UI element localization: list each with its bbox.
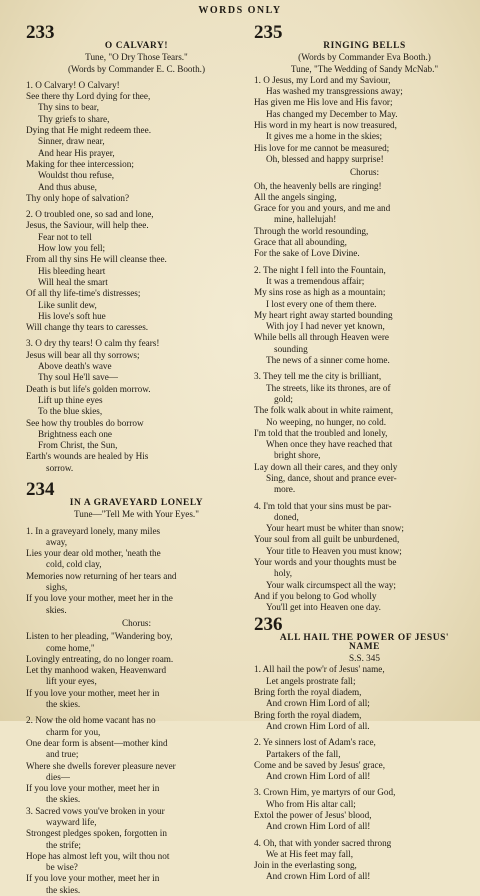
verse-line: From all thy sins He will cleanse thee. [26,254,167,265]
verse-line: 2. The night I fell into the Fountain, [254,264,386,275]
verse-line: While bells all through Heaven were [254,332,389,343]
verse-line: One dear form is absent—mother kind [26,737,168,748]
hymn-number: 233 [26,22,55,43]
verse-line: wayward life, [46,817,97,827]
verse-line: Fear not to tell [38,231,92,242]
verse-line: Join in the everlasting song, [254,860,357,871]
tune-line: Tune, "O Dry Those Tears." [85,52,188,63]
chorus-line: Lovingly entreating, do no longer roam. [26,653,174,664]
verse-line: Bring forth the royal diadem, [254,709,362,720]
tune-line: Tune—"Tell Me with Your Eyes." [74,509,199,520]
hymn-number: 235 [254,22,283,43]
chorus-line: Oh, the heavenly bells are ringing! [254,180,382,191]
verse-line: And crown Him Lord of all! [266,871,371,882]
verse-line: Come and be saved by Jesus' grace, [254,759,386,770]
verse-line: And crown Him Lord of all; [266,698,370,709]
verse-line: His love's soft hue [38,310,106,321]
verse-line: away, [46,536,68,547]
verse-line: Where she dwells forever pleasure never [26,760,176,771]
verse-line: dies— [46,771,70,782]
verse-line: Your walk circumspect all the way; [266,579,396,590]
verse-line: Thy sins to bear, [38,102,99,113]
verse-line: Lay down all their cares, and they only [254,461,398,472]
verse-line: 4. Oh, that with yonder sacred throng [254,837,392,848]
verse-line: No weeping, no hunger, no cold. [266,416,387,427]
verse-line: Lift up thine eyes [38,394,103,405]
verse-line: I lost every one of them there. [266,298,377,309]
verse-line: charm for you, [46,726,101,737]
verse-line: 1. All hail the pow'r of Jesus' name, [254,664,385,675]
chorus-line: come home," [46,642,95,653]
verse-line: You'll get into Heaven one day. [266,602,381,613]
verse-line: 1. O Jesus, my Lord and my Saviour, [254,74,391,85]
verse-line: 4. I'm told that your sins must be par- [254,500,392,511]
verse-line: 3. Sacred vows you've broken in your [26,805,165,816]
verse-line: 2. Now the old home vacant has no [26,715,156,726]
chorus-label: Chorus: [121,617,152,628]
verse-line: It gives me a home in the skies; [266,131,383,142]
verse-line: My sins rose as high as a mountain; [254,287,386,298]
hymn-title: RINGING BELLS [323,41,406,51]
verse-line: the strife; [46,839,81,850]
verse-line: be wise? [46,862,78,873]
verse-line: Making for thee intercession; [26,158,134,169]
verse-line: Has given me His love and His favor; [254,97,393,108]
verse-line: Lies your dear old mother, 'neath the [26,548,161,559]
verse-line: the skies. [46,884,81,895]
verse-line: See how thy troubles do borrow [26,417,144,428]
verse-line: the skies. [46,794,81,805]
verse-line: Above death's wave [38,361,112,372]
verse-line: 2. Ye sinners lost of Adam's race, [254,737,376,748]
verse-line: sorrow. [46,462,74,473]
hymn-title: O CALVARY! [104,41,169,51]
chorus-line: Let thy manhood waken, Heavenward [26,665,167,676]
verse-line: doned, [274,511,299,522]
verse-line: And thus abuse, [38,181,97,192]
verse-line: Has washed my transgressions away; [266,86,403,97]
verse-line: Extol the power of Jesus' blood, [254,810,372,820]
verse-line: Sinner, draw near, [38,136,105,147]
verse-line: Partakers of the fall, [266,748,341,759]
verse-line: And crown Him Lord of all! [266,771,371,782]
byline: (Words by Commander Eva Booth.) [298,52,431,63]
chorus-line: lift your eyes, [46,676,97,687]
verse-line: And crown Him Lord of all. [266,720,370,731]
verse-line: Your words and your thoughts must be [254,557,397,568]
verse-line: Sing, dance, shout and prance ever- [266,472,397,483]
verse-line: Earth's wounds are healed by His [26,451,149,462]
verse-line: 1. O Calvary! O Calvary! [26,79,120,90]
verse-line: My heart right away started bounding [254,309,393,320]
verse-line: And if you belong to God wholly [254,590,377,601]
verse-line: Like sunlit dew, [38,299,97,310]
verse-line: Thy only hope of salvation? [26,192,130,203]
verse-line: The folk walk about in white raiment, [254,405,394,416]
chorus-line: All the angels singing, [254,191,337,202]
verse-line: Brightness each one [38,428,112,439]
verse-line: Let angels prostrate fall; [266,675,356,686]
verse-line: The streets, like its thrones, are of [266,382,391,393]
verse-line: Has changed my December to May. [266,108,398,119]
verse-line: sounding [274,343,308,354]
byline: (Words by Commander E. C. Booth.) [67,63,206,74]
chorus-line: Listen to her pleading, "Wandering boy, [26,631,173,642]
verse-line: If you love your mother, meet her in [26,783,160,794]
verse-line: Of all thy life-time's distresses; [26,288,141,299]
verse-line: gold; [274,393,293,404]
verse-line: If you love your mother, meet her in [26,873,160,884]
verse-line: Will change thy tears to caresses. [26,322,149,333]
verse-line: Dying that He might redeem thee. [26,125,152,136]
hymn-number: 234 [26,478,55,500]
hymn-title-continued: NAME [348,641,381,652]
chorus-line: mine, hallelujah! [274,214,337,225]
verse-line: 3. They tell me the city is brilliant, [254,371,382,382]
verse-line: If you love your mother, meet her in the [26,593,173,604]
verse-line: holy, [274,568,293,579]
verse-line: bright shore, [274,450,321,461]
verse-line: Wouldst thou refuse, [38,170,115,181]
right-column [254,22,475,882]
chorus-label: Chorus: [349,167,380,178]
verse-line: It was a tremendous affair; [266,275,365,286]
chorus-line: Through the world resounding, [254,225,369,236]
verse-line: Hope has almost left you, wilt thou not [26,850,170,861]
verse-line: The news of a sinner come home. [266,355,390,366]
verse-line: From Christ, the Sun, [38,440,118,451]
verse-line: His word in my heart is now treasured, [254,120,397,131]
verse-line: cold, cold clay, [46,559,102,570]
running-head: WORDS ONLY [198,5,282,16]
verse-line: Jesus will bear all thy sorrows; [26,349,140,360]
verse-line: See there thy Lord dying for thee, [26,91,151,102]
verse-line: Memories now returning of her tears and [26,570,177,581]
tune-line: S.S. 345 [349,653,380,664]
verse-line: And crown Him Lord of all! [266,821,371,832]
verse-line: Strongest pledges spoken, forgotten in [26,828,167,839]
hymn-number: 236 [254,613,283,635]
chorus-line: For the sake of Love Divine. [254,248,360,259]
chorus-line: Grace for you and yours, and me and [254,203,391,214]
verse-line: I'm told that the troubled and lonely, [254,427,388,438]
verse-line: Death is but life's golden morrow. [26,383,151,394]
verse-line: When once they have reached that [266,439,393,450]
verse-line: To the blue skies, [38,406,103,417]
chorus-line: Grace that all abounding, [254,237,347,248]
verse-line: 2. O troubled one, so sad and lone, [26,209,154,220]
verse-line: And hear His prayer, [38,147,115,158]
verse-line: skies. [46,604,67,615]
verse-line: Will heal the smart [38,276,108,287]
verse-line: 1. In a graveyard lonely, many miles [26,525,161,536]
verse-line: Your title to Heaven you must know; [266,545,402,556]
verse-line: sighs, [46,582,68,593]
verse-line: Your heart must be whiter than snow; [266,523,404,534]
verse-line: Oh, blessed and happy surprise! [266,153,384,164]
verse-line: Your soul from all guilt be unburdened, [254,534,400,545]
verse-line: His bleeding heart [38,265,106,276]
verse-line: We at His feet may fall, [266,848,354,859]
tune-line: Tune, "The Wedding of Sandy McNab." [290,63,439,74]
verse-line: Thy soul He'll save— [38,372,118,383]
left-column [26,22,247,895]
verse-line: more. [274,484,296,495]
verse-line: With joy I had never yet known, [266,321,385,332]
hymn-title: ALL HAIL THE POWER OF JESUS' [279,632,450,643]
chorus-line: If you love your mother, meet her in [26,687,160,698]
verse-line: Thy griefs to share, [38,113,110,124]
verse-line: Who from His altar call; [266,798,356,809]
verse-line: His love for me cannot be measured; [254,142,390,153]
verse-line: and true; [46,749,79,760]
verse-line: Jesus, the Saviour, will help thee. [26,220,149,231]
hymn-title: IN A GRAVEYARD LONELY [69,497,204,508]
chorus-line: the skies. [46,699,81,710]
verse-line: 3. O dry thy tears! O calm thy fears! [26,338,160,349]
verse-line: How low you fell; [38,243,106,254]
verse-line: Bring forth the royal diadem, [254,687,362,698]
verse-line: 3. Crown Him, ye martyrs of our God, [254,787,396,798]
